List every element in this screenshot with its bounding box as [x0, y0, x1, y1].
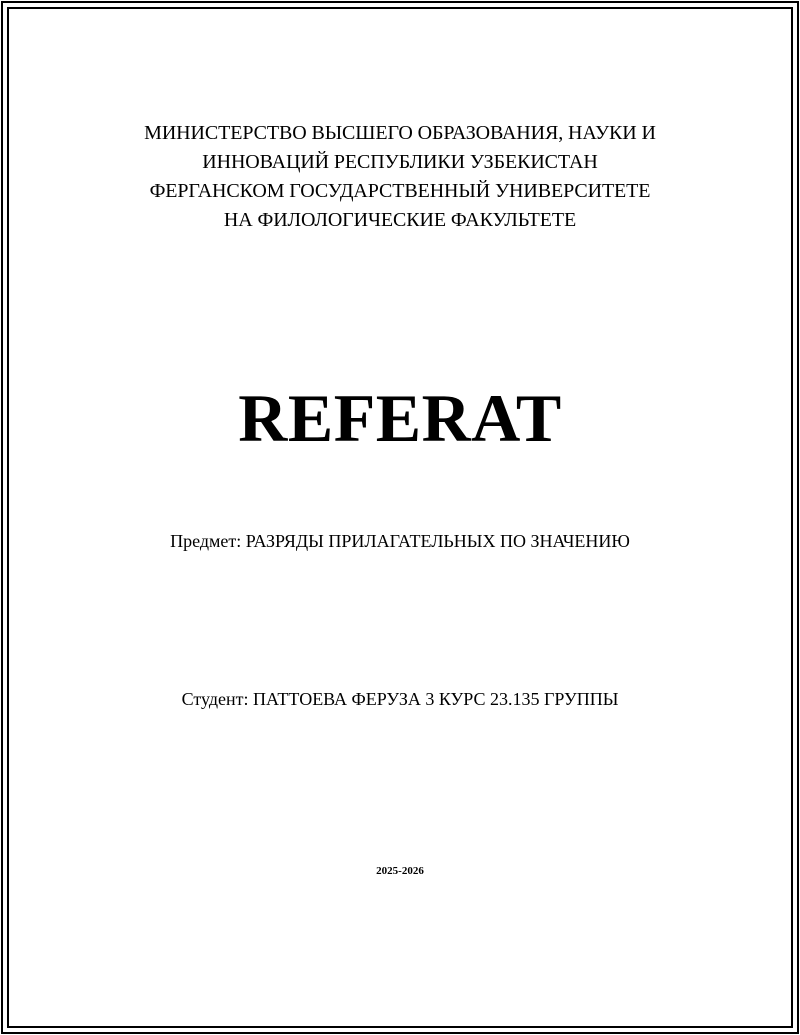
document-title: REFERAT: [238, 380, 562, 456]
institution-header: [0, 119, 800, 235]
header-line-ministry: МИНИСТЕРСТВО ВЫСШЕГО ОБРАЗОВАНИЯ, НАУКИ И: [144, 122, 656, 144]
header-line-republic: ИННОВАЦИЙ РЕСПУБЛИКИ УЗБЕКИСТАН: [202, 151, 598, 173]
academic-year: 2025-2026: [376, 865, 424, 877]
header-line-faculty: НА ФИЛОЛОГИЧЕСКИЕ ФАКУЛЬТЕТЕ: [223, 209, 577, 231]
subject-line: Предмет: РАЗРЯДЫ ПРИЛАГАТЕЛЬНЫХ ПО ЗНАЧЕНИЮ: [170, 531, 630, 551]
student-line: Студент: ПАТТОЕВА ФЕРУЗА 3 КУРС 23.135 ГРУППЫ: [181, 689, 619, 709]
header-line-university: ФЕРГАНСКОМ ГОСУДАРСТВЕННЫЙ УНИВЕРСИТЕТЕ: [149, 180, 651, 202]
